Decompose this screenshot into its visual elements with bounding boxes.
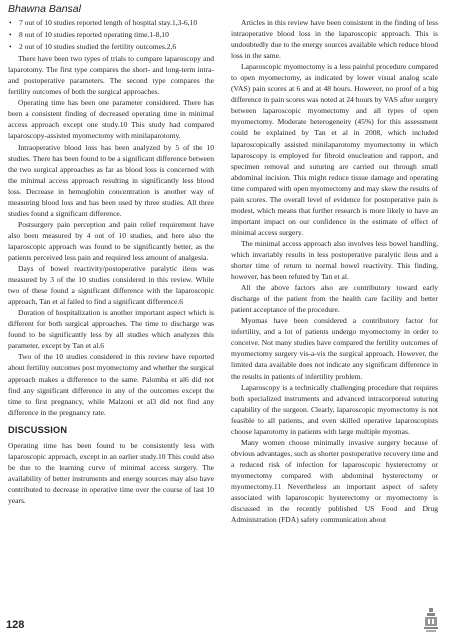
paragraph: Days of bowel reactivity/postoperative paralytic ileus was measured by 3 of the 10 studies considered in this review. While two of these found a significant difference with the laparoscopic approach, Tan et al failed to find a significant difference.6: [8, 264, 214, 307]
list-item: • 8 out of 10 studies reported operating time.1-8,10: [8, 29, 214, 40]
paragraph: Duration of hospitalization is another important aspect which is different for both surgical approaches. The time to discharge was found to be significantly less by all studies which analyzes this parameter, except by Tan et al.6: [8, 308, 214, 351]
paragraph: The minimal access approach also involves less bowel handling, which invariably results in less postoperative paralytic ileus and a shorter time of return to normal bowel reactivity. This finding, however, has been refuted by Tan et al.: [231, 238, 438, 282]
paragraph: Two of the 10 studies considered in this review have reported about fertility outcomes post myomectomy and whether the surgical approach makes a difference to the same. Palomba et al6 did not find any significant difference in any of the outcomes except the time to first pregnancy, while Malzoni et al3 did not find any difference in the pregnancy rate.: [8, 352, 214, 417]
paragraph: Operating time has been one parameter considered. There has been a consistent finding of decreased operating time in minimal access approach except one study.10 This study had compared laparoscopy-assisted myomectomy with minilaparotomy.: [8, 98, 214, 141]
paragraph: Laparoscopy is a technically challenging procedure that requires both specialized instruments and advanced intracorporeal suturing capability of the surgeon. Clearly, laparoscopic myomectomy is not feasible to all patients, and even skilled operative laparoscopists choose laparotomy in patients with large multiple myomas.: [231, 382, 438, 436]
study-list: [8, 17, 214, 52]
paragraph: All the above factors also are contributory toward early discharge of the patient from the health care facility and better patient acceptance of the procedure.: [231, 283, 438, 315]
paragraph: There have been two types of trials to compare laparoscopy and laparotomy. The first type compares the short- and long-term intra- and postoperative parameters. The second type compares the fertility outcomes of both the surgical approaches.: [8, 54, 214, 97]
paragraph: Operating time has been found to be consistently less with laparoscopic approach, except in an earlier study.10 This could also be due to the learning curve of minimal access surgery. The availability of better instruments and energy sources may also have contributed to decrease in operative time over the course of last 10 years.: [8, 440, 214, 505]
page-number: 128: [6, 619, 25, 631]
running-header-author: Bhawna Bansal: [8, 3, 81, 15]
left-column: [8, 17, 214, 506]
section-heading-discussion: DISCUSSION: [8, 424, 68, 435]
paragraph: Laparoscopic myomectomy is a less painful procedure compared to open myomectomy, as indicated by lower visual analog scale (VAS) pain scores at 6 and at 48 hours. However, no proof of a big difference in pain scores was noted at 24 hours by VAS after surgery between laparoscopic myomectomy and all types of open myomectomy. Moderate heterogeneity (45%) for this assessment could be explained by Tan et al in 2008, which included laparoscopically assisted minilaparotomy myomectomy in which laparoscopy is employed for fibroid enucleation and rapport, and specimen removal and suturing are carried out through small abdominal incision. This might reduce tissue damage and operating time compared with open myomectomy and may skew the results of pain scores. The overall level of evidence for postoperative pain is modest, which means that further research is more likely to have an important impact on our confidence in the estimate of effect of minimal access surgery.: [231, 62, 438, 237]
paragraph: Many women choose minimally invasive surgery because of obvious advantages, such as shorter postoperative recovery time and a reduced risk of infection for laparoscopic hysterectomy or myomectomy compared with abdominal hysterectomy or myomectomy.11 Nevertheless an important aspect of safety associated with laparoscopic hysterectomy or myomectomy is discussed in the recently published US Food and Drug Administration (FDA) safety communication about: [231, 437, 438, 525]
paragraph: Intraoperative blood loss has been analyzed by 5 of the 10 studies. There has been found to be a significant difference between the two surgical approaches as far as blood loss is concerned with the minimal access approach resulting in significantly less blood loss. Decrease in hemoglobin concentration is another way of measuring blood loss and has been used by three studies. All three studies found a significant difference.: [8, 142, 214, 218]
paragraph: Articles in this review have been consistent in the finding of less intraoperative blood loss in the laparoscopic approach. This is undoubtedly due to the energy sources available which reduce blood loss in the same.: [231, 18, 438, 61]
paragraph: Postsurgery pain perception and pain relief requirement have also been measured by 4 out of 10 studies, and here also the laparoscopic approach was found to be significantly better, as the patients perceived less pain and required less amount of analgesia.: [8, 219, 214, 262]
publisher-logo-icon: [423, 606, 439, 634]
paragraph: Myomas have been considered a contributory factor for infertility, and a lot of patients undergo myomectomy in order to conceive. Not many studies have compared the fertility outcomes of myomectomy surgery vis-a-vis the surgical approach. However, the limited data available does not indicate any significant difference in the results in patients of infertility problem.: [231, 316, 438, 381]
list-item: • 2 out of 10 studies studied the fertility outcomes.2,6: [8, 41, 214, 52]
list-item: • 7 out of 10 studies reported length of hospital stay.1,3-6,10: [8, 17, 214, 28]
right-column: [231, 17, 438, 525]
